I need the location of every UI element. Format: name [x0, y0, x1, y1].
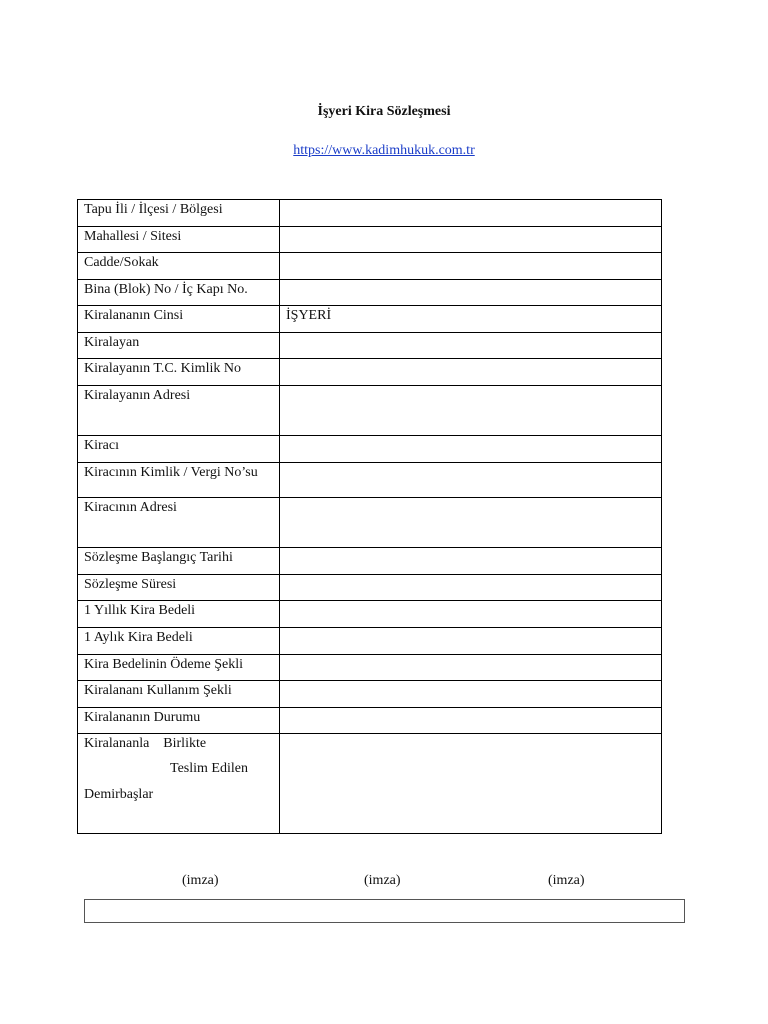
row-label: Kiracı — [78, 436, 280, 463]
row-value[interactable]: İŞYERİ — [280, 306, 662, 333]
table-row — [78, 463, 662, 498]
table-row — [78, 655, 662, 681]
row-value[interactable] — [280, 575, 662, 601]
row-label: 1 Aylık Kira Bedeli — [78, 628, 280, 655]
row-value[interactable] — [280, 386, 662, 436]
table-row — [78, 386, 662, 436]
table-row — [78, 306, 662, 333]
table-row — [78, 436, 662, 463]
row-label: Kiracının Kimlik / Vergi No’su — [78, 463, 280, 498]
row-value[interactable] — [280, 359, 662, 386]
row-value[interactable] — [280, 227, 662, 253]
signature-label-3: (imza) — [548, 873, 585, 888]
fixtures-label-line-1 — [84, 736, 273, 752]
website-link[interactable]: https://www.kadimhukuk.com.tr — [293, 143, 475, 158]
table-row — [78, 227, 662, 253]
table-row — [78, 734, 662, 834]
fixtures-label-word-1: Kiralananla — [84, 736, 150, 751]
row-label: Kiracının Adresi — [78, 498, 280, 548]
contract-info-table — [77, 199, 662, 834]
row-value[interactable] — [280, 498, 662, 548]
table-row — [78, 681, 662, 708]
table-row — [78, 253, 662, 280]
row-label-fixtures — [78, 734, 280, 834]
row-label: Kiralananın Durumu — [78, 708, 280, 734]
table-row — [78, 628, 662, 655]
table-row — [78, 708, 662, 734]
signature-box — [84, 899, 685, 923]
row-label: Tapu İli / İlçesi / Bölgesi — [78, 200, 280, 227]
row-label: Bina (Blok) No / İç Kapı No. — [78, 280, 280, 306]
fixtures-label-word-2: Birlikte — [163, 736, 207, 751]
row-value[interactable] — [280, 601, 662, 628]
row-label: Kiralayanın T.C. Kimlik No — [78, 359, 280, 386]
table-row — [78, 359, 662, 386]
row-label: Kiralananın Cinsi — [78, 306, 280, 333]
row-value[interactable] — [280, 463, 662, 498]
row-label: Kiralayanın Adresi — [78, 386, 280, 436]
row-value[interactable] — [280, 253, 662, 280]
signature-label-1: (imza) — [182, 873, 219, 888]
table-row — [78, 200, 662, 227]
row-value[interactable] — [280, 436, 662, 463]
fixtures-label-line-2: Teslim Edilen — [170, 761, 248, 776]
table-row — [78, 601, 662, 628]
row-value[interactable] — [280, 681, 662, 708]
row-value[interactable] — [280, 200, 662, 227]
website-link-container — [0, 143, 768, 159]
fixtures-label-line-3: Demirbaşlar — [84, 787, 154, 802]
row-value[interactable] — [280, 280, 662, 306]
document-title: İşyeri Kira Sözleşmesi — [317, 104, 451, 119]
row-label: Sözleşme Süresi — [78, 575, 280, 601]
row-value[interactable] — [280, 628, 662, 655]
row-label: Cadde/Sokak — [78, 253, 280, 280]
row-label: Kiralayan — [78, 333, 280, 359]
row-value[interactable] — [280, 548, 662, 575]
row-value[interactable] — [280, 734, 662, 834]
row-label: 1 Yıllık Kira Bedeli — [78, 601, 280, 628]
row-value[interactable] — [280, 333, 662, 359]
table-row — [78, 575, 662, 601]
row-value[interactable] — [280, 655, 662, 681]
row-label: Kiralananı Kullanım Şekli — [78, 681, 280, 708]
row-value[interactable] — [280, 708, 662, 734]
table-row — [78, 333, 662, 359]
row-label: Sözleşme Başlangıç Tarihi — [78, 548, 280, 575]
table-row — [78, 498, 662, 548]
signature-label-2: (imza) — [364, 873, 401, 888]
row-label: Mahallesi / Sitesi — [78, 227, 280, 253]
row-label: Kira Bedelinin Ödeme Şekli — [78, 655, 280, 681]
table-row — [78, 280, 662, 306]
table-row — [78, 548, 662, 575]
